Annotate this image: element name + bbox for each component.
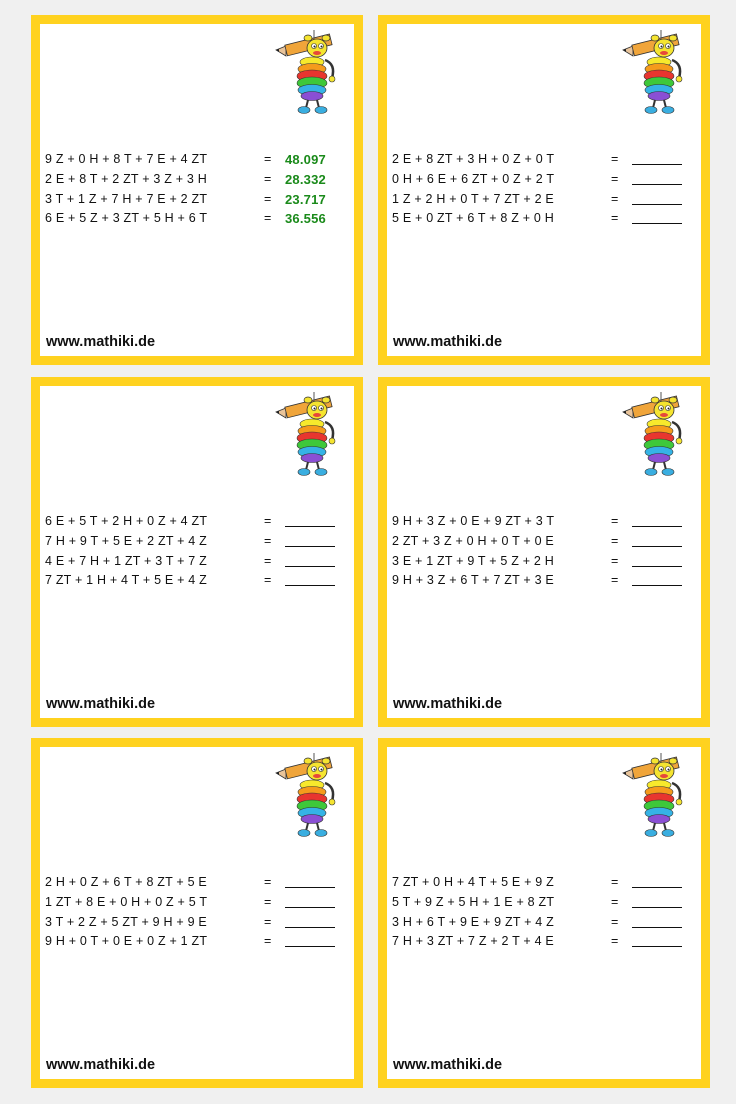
exercise-row xyxy=(392,190,692,210)
answer-blank-line[interactable] xyxy=(285,887,335,888)
footer-website: www.mathiki.de xyxy=(46,334,156,350)
exercise-row xyxy=(45,512,345,532)
answer-value: 36.556 xyxy=(285,211,326,227)
equals-sign: = xyxy=(611,894,619,909)
equals-sign: = xyxy=(611,152,619,166)
equals-sign: = xyxy=(611,934,619,949)
equals-sign: = xyxy=(264,573,272,588)
footer-website: www.mathiki.de xyxy=(393,334,503,350)
task-card xyxy=(378,15,710,365)
exercise-expression: 6 E + 5 Z + 3 ZT + 5 H + 6 T xyxy=(45,211,208,226)
exercise-expression: 7 H + 3 ZT + 7 Z + 2 T + 4 E xyxy=(392,934,554,949)
equals-sign: = xyxy=(611,171,619,186)
exercise-row xyxy=(45,209,345,229)
exercise-expression: 3 T + 1 Z + 7 H + 7 E + 2 ZT xyxy=(45,191,208,206)
exercise-row xyxy=(392,532,692,552)
equals-sign: = xyxy=(264,514,272,528)
task-card xyxy=(31,738,363,1088)
equals-sign: = xyxy=(264,934,272,949)
equals-sign: = xyxy=(264,875,272,889)
exercise-row xyxy=(45,571,345,591)
answer-blank-line[interactable] xyxy=(632,585,682,586)
exercise-expression: 1 ZT + 8 E + 0 H + 0 Z + 5 T xyxy=(45,894,208,909)
equals-sign: = xyxy=(611,553,619,568)
equals-sign: = xyxy=(611,191,619,206)
footer-website: www.mathiki.de xyxy=(46,1057,156,1073)
equals-sign: = xyxy=(611,211,619,226)
answer-blank-line[interactable] xyxy=(632,526,682,527)
exercise-row xyxy=(392,893,692,913)
exercise-expression: 3 E + 1 ZT + 9 T + 5 Z + 2 H xyxy=(392,553,554,568)
equals-sign: = xyxy=(611,573,619,588)
exercise-expression: 9 H + 3 Z + 0 E + 9 ZT + 3 T xyxy=(392,514,555,528)
answer-blank-line[interactable] xyxy=(285,946,335,947)
task-card xyxy=(378,738,710,1088)
exercise-row xyxy=(392,873,692,893)
answer-blank-line[interactable] xyxy=(632,204,682,205)
footer-website: www.mathiki.de xyxy=(393,1057,503,1073)
exercise-row xyxy=(392,150,692,170)
exercise-expression: 5 T + 9 Z + 5 H + 1 E + 8 ZT xyxy=(392,894,555,909)
answer-value: 23.717 xyxy=(285,191,326,207)
equals-sign: = xyxy=(264,533,272,548)
exercise-row xyxy=(45,932,345,952)
exercise-expression: 3 H + 6 T + 9 E + 9 ZT + 4 Z xyxy=(392,914,554,929)
answer-blank-line[interactable] xyxy=(285,546,335,547)
answer-value: 48.097 xyxy=(285,152,326,167)
exercise-row xyxy=(45,913,345,933)
answer-blank-line[interactable] xyxy=(632,927,682,928)
exercise-expression: 5 E + 0 ZT + 6 T + 8 Z + 0 H xyxy=(392,211,554,226)
footer-website: www.mathiki.de xyxy=(46,696,156,712)
exercise-list xyxy=(392,873,692,952)
answer-blank-line[interactable] xyxy=(632,164,682,165)
answer-blank-line[interactable] xyxy=(285,526,335,527)
task-card xyxy=(31,377,363,727)
equals-sign: = xyxy=(264,171,272,186)
exercise-expression: 4 E + 7 H + 1 ZT + 3 T + 7 Z xyxy=(45,553,207,568)
answer-blank-line[interactable] xyxy=(285,907,335,908)
exercise-row xyxy=(45,552,345,572)
exercise-list xyxy=(392,150,692,229)
exercise-expression: 9 H + 3 Z + 6 T + 7 ZT + 3 E xyxy=(392,573,554,588)
exercise-row xyxy=(45,873,345,893)
mascot-icon xyxy=(621,392,693,478)
exercise-row xyxy=(392,552,692,572)
exercise-row xyxy=(45,150,345,170)
answer-blank-line[interactable] xyxy=(632,946,682,947)
answer-blank-line[interactable] xyxy=(285,927,335,928)
equals-sign: = xyxy=(264,914,272,929)
exercise-list xyxy=(45,512,345,591)
exercise-expression: 9 H + 0 T + 0 E + 0 Z + 1 ZT xyxy=(45,934,208,949)
exercise-expression: 7 ZT + 0 H + 4 T + 5 E + 9 Z xyxy=(392,875,554,889)
equals-sign: = xyxy=(264,191,272,206)
exercise-row xyxy=(45,170,345,190)
exercise-row xyxy=(392,209,692,229)
exercise-list xyxy=(45,150,345,229)
equals-sign: = xyxy=(611,875,619,889)
exercise-expression: 2 E + 8 T + 2 ZT + 3 Z + 3 H xyxy=(45,171,207,186)
answer-blank-line[interactable] xyxy=(632,566,682,567)
exercise-row xyxy=(45,893,345,913)
mascot-icon xyxy=(274,30,346,116)
exercise-row xyxy=(45,190,345,210)
exercise-expression: 9 Z + 0 H + 8 T + 7 E + 4 ZT xyxy=(45,152,208,166)
answer-blank-line[interactable] xyxy=(632,546,682,547)
exercise-expression: 2 H + 0 Z + 6 T + 8 ZT + 5 E xyxy=(45,875,207,889)
task-card xyxy=(378,377,710,727)
exercise-expression: 2 E + 8 ZT + 3 H + 0 Z + 0 T xyxy=(392,152,555,166)
mascot-icon xyxy=(274,392,346,478)
answer-blank-line[interactable] xyxy=(632,223,682,224)
exercise-expression: 2 ZT + 3 Z + 0 H + 0 T + 0 E xyxy=(392,533,554,548)
exercise-list xyxy=(45,873,345,952)
exercise-expression: 7 ZT + 1 H + 4 T + 5 E + 4 Z xyxy=(45,573,207,588)
equals-sign: = xyxy=(611,914,619,929)
mascot-icon xyxy=(274,753,346,839)
exercise-row xyxy=(45,532,345,552)
equals-sign: = xyxy=(264,152,272,166)
answer-blank-line[interactable] xyxy=(285,585,335,586)
exercise-list xyxy=(392,512,692,591)
exercise-expression: 3 T + 2 Z + 5 ZT + 9 H + 9 E xyxy=(45,914,207,929)
answer-blank-line[interactable] xyxy=(285,566,335,567)
task-card xyxy=(31,15,363,365)
answer-blank-line[interactable] xyxy=(632,184,682,185)
mascot-icon xyxy=(621,753,693,839)
exercise-row xyxy=(392,512,692,532)
equals-sign: = xyxy=(611,533,619,548)
exercise-expression: 6 E + 5 T + 2 H + 0 Z + 4 ZT xyxy=(45,514,208,528)
answer-blank-line[interactable] xyxy=(632,907,682,908)
equals-sign: = xyxy=(264,894,272,909)
exercise-row xyxy=(392,913,692,933)
answer-value: 28.332 xyxy=(285,171,326,187)
equals-sign: = xyxy=(611,514,619,528)
exercise-row xyxy=(392,170,692,190)
exercise-expression: 0 H + 6 E + 6 ZT + 0 Z + 2 T xyxy=(392,171,555,186)
exercise-expression: 7 H + 9 T + 5 E + 2 ZT + 4 Z xyxy=(45,533,207,548)
mascot-icon xyxy=(621,30,693,116)
footer-website: www.mathiki.de xyxy=(393,696,503,712)
equals-sign: = xyxy=(264,211,272,226)
exercise-row xyxy=(392,571,692,591)
answer-blank-line[interactable] xyxy=(632,887,682,888)
equals-sign: = xyxy=(264,553,272,568)
exercise-row xyxy=(392,932,692,952)
exercise-expression: 1 Z + 2 H + 0 T + 7 ZT + 2 E xyxy=(392,191,554,206)
